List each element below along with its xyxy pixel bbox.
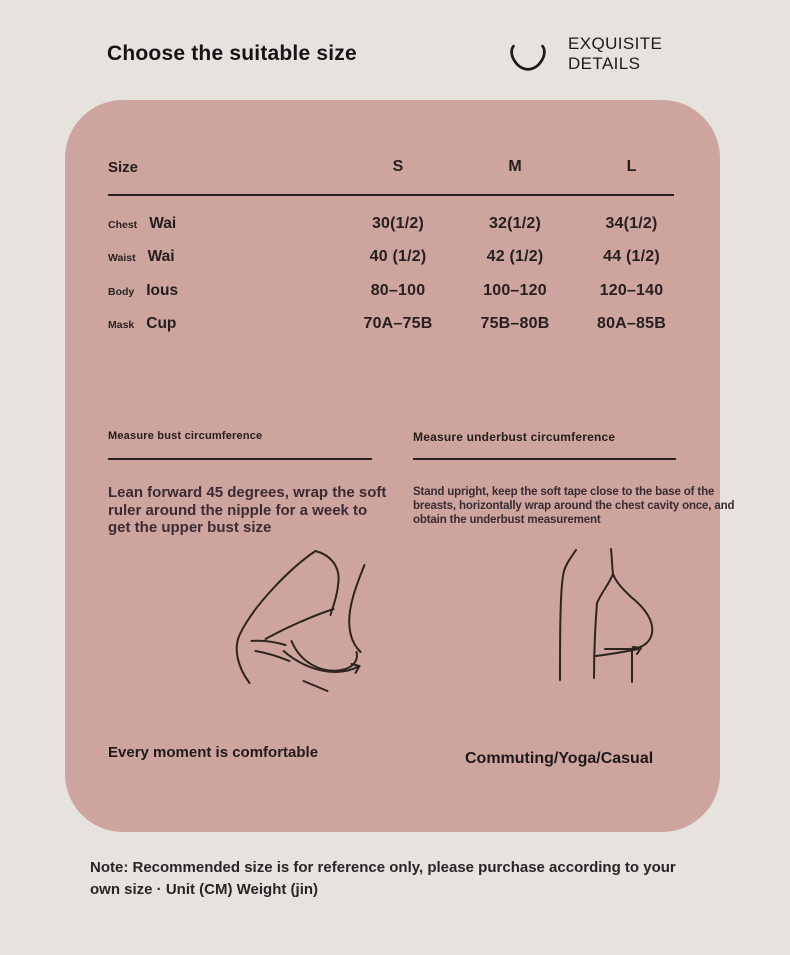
table-cell: 80A–85B	[596, 315, 666, 333]
table-cell: 30(1/2)	[371, 214, 425, 232]
arc-smile-icon	[508, 43, 548, 73]
table-cell: 75B–80B	[480, 315, 550, 333]
size-table-corner-label: Size	[108, 159, 139, 176]
table-row-label	[108, 315, 340, 333]
table-cell: 80–100	[370, 281, 426, 299]
table-cell: 120–140	[599, 281, 664, 299]
table-row-label	[108, 215, 340, 233]
table-cell: 34(1/2)	[605, 214, 658, 232]
table-cell: 70A–75B	[363, 315, 433, 333]
measure-bust-instructions: Lean forward 45 degrees, wrap the soft ruler around the nipple for a week to get the upper bust size	[108, 484, 387, 536]
table-row-label	[108, 248, 340, 266]
brand-logo	[508, 34, 662, 74]
size-info-card	[65, 100, 735, 832]
row-name: Cup	[146, 315, 177, 333]
row-name: Wai	[149, 214, 177, 232]
page-title: Choose the suitable size	[107, 42, 357, 65]
size-column-m: M	[508, 158, 522, 175]
table-cell: 42 (1/2)	[486, 248, 544, 266]
table-row-label	[108, 282, 340, 300]
row-name: Wai	[147, 248, 175, 266]
brand-line-1: EXQUISITE	[568, 34, 663, 53]
measure-underbust-heading: Measure underbust circumference	[413, 430, 616, 444]
footer-note: Note: Recommended size is for reference only, please purchase according to your own size · Unit (CM) Weight (jin)	[90, 859, 676, 898]
measure-bust-heading: Measure bust circumference	[108, 430, 263, 442]
row-tag: Mask	[108, 319, 135, 332]
row-name: Ious	[146, 281, 179, 299]
table-cell: 44 (1/2)	[603, 248, 660, 266]
row-tag: Chest	[108, 218, 138, 231]
row-tag: Waist	[108, 252, 136, 265]
table-cell: 32(1/2)	[488, 214, 542, 232]
leaning-torso-line-drawing	[185, 545, 400, 705]
measure-underbust-instructions: Stand upright, keep the soft tape close to the base of the breasts, horizontally wrap around the chest cavity once, and obtain the underbust measurement	[413, 486, 735, 526]
brand-line-2: DETAILS	[568, 54, 641, 73]
measure-bust-underline	[108, 458, 372, 460]
size-table-rows	[108, 207, 689, 341]
usage-caption: Commuting/Yoga/Casual	[465, 750, 654, 767]
brand-text	[568, 34, 662, 74]
size-column-s: S	[392, 158, 404, 175]
comfort-caption: Every moment is comfortable	[108, 744, 319, 761]
upright-torso-line-drawing	[520, 546, 700, 698]
table-cell: 40 (1/2)	[369, 248, 427, 266]
table-cell: 100–120	[483, 281, 547, 299]
size-column-l: L	[626, 158, 637, 175]
measure-underbust-underline	[413, 458, 676, 460]
size-table-divider	[108, 194, 674, 196]
row-tag: Body	[108, 285, 135, 298]
size-table-header	[108, 158, 689, 176]
